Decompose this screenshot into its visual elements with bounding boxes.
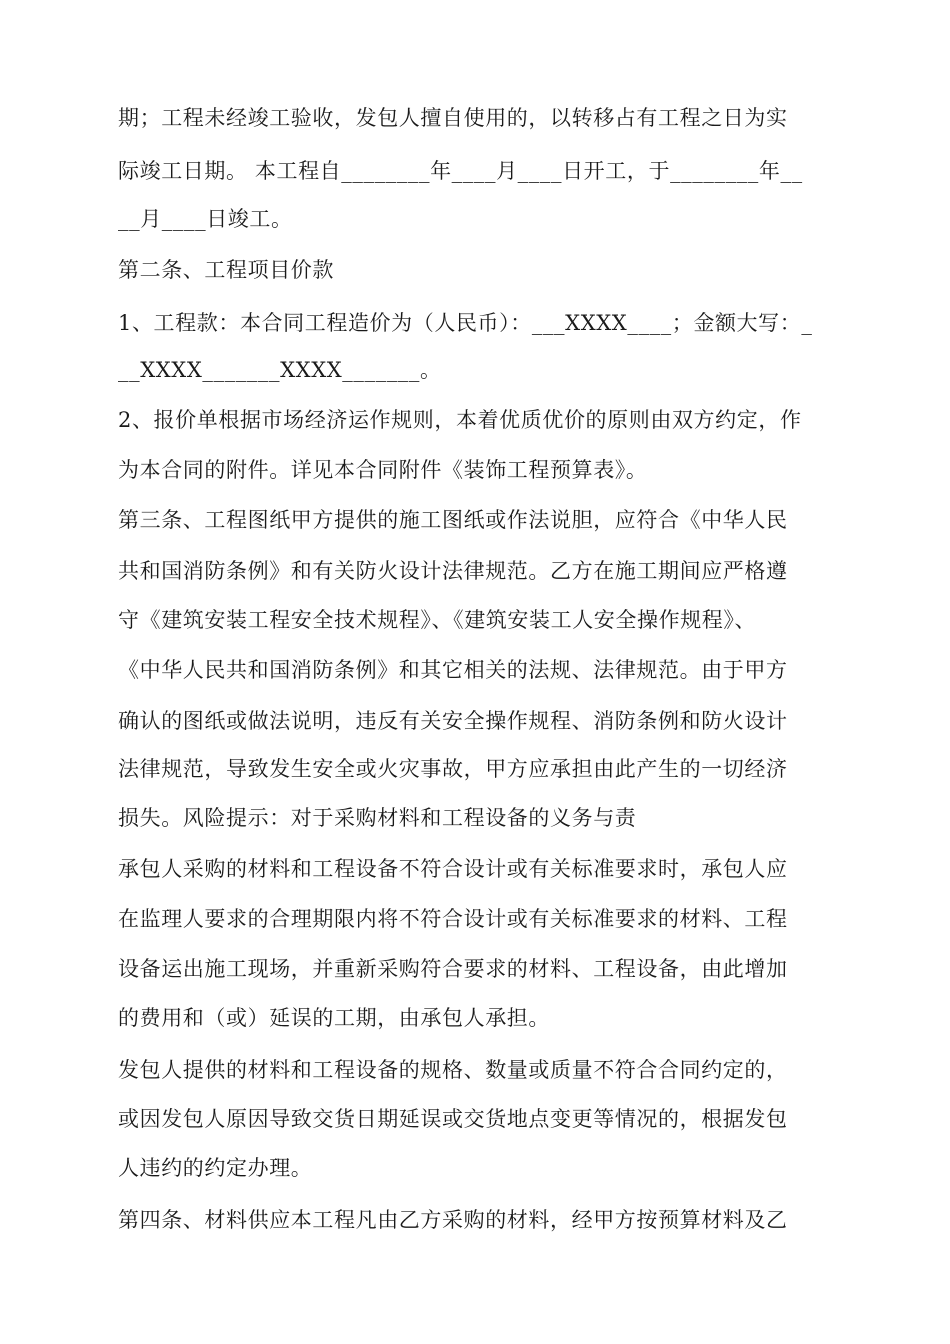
text-line: __月____日竣工。 — [118, 207, 293, 231]
text-line: 损失。风险提示：对于采购材料和工程设备的义务与责 — [118, 806, 637, 830]
text-line: 第三条、工程图纸甲方提供的施工图纸或作法说胆，应符合《中华人民 — [118, 508, 788, 532]
text-line: 设备运出施工现场，并重新采购符合要求的材料、工程设备，由此增加 — [118, 957, 788, 981]
text-line: 在监理人要求的合理期限内将不符合设计或有关标准要求的材料、工程 — [118, 907, 788, 931]
text-line: 人违约的约定办理。 — [118, 1156, 313, 1180]
text-line: 际竣工日期。 本工程自________年____月____日开工，于________年__ — [118, 159, 803, 183]
text-line: 确认的图纸或做法说明，违反有关安全操作规程、消防条例和防火设计 — [118, 709, 788, 733]
text-line: 共和国消防条例》和有关防火设计法律规范。乙方在施工期间应严格遵 — [118, 559, 788, 583]
text-line: 《中华人民共和国消防条例》和其它相关的法规、法律规范。由于甲方 — [118, 658, 788, 682]
text-line: 期；工程未经竣工验收，发包人擅自使用的，以转移占有工程之日为实 — [118, 106, 788, 130]
text-line: __XXXX_______XXXX_______。 — [118, 358, 442, 382]
text-line: 承包人采购的材料和工程设备不符合设计或有关标准要求时，承包人应 — [118, 857, 788, 881]
text-line: 的费用和（或）延误的工期，由承包人承担。 — [118, 1006, 550, 1030]
text-line: 法律规范，导致发生安全或火灾事故，甲方应承担由此产生的一切经济 — [118, 757, 788, 781]
section-heading: 第二条、工程项目价款 — [118, 258, 334, 282]
text-line: 第四条、材料供应本工程凡由乙方采购的材料，经甲方按预算材料及乙 — [118, 1208, 788, 1232]
text-line: 发包人提供的材料和工程设备的规格、数量或质量不符合合同约定的， — [118, 1058, 788, 1082]
text-line: 2、报价单根据市场经济运作规则，本着优质优价的原则由双方约定，作 — [118, 408, 802, 432]
text-line: 或因发包人原因导致交货日期延误或交货地点变更等情况的，根据发包 — [118, 1107, 788, 1131]
text-line: 为本合同的附件。详见本合同附件《装饰工程预算表》。 — [118, 458, 648, 482]
text-line: 1、工程款：本合同工程造价为（人民币）：___XXXX____；金额大写：_ — [118, 311, 813, 335]
text-line: 守《建筑安装工程安全技术规程》、《建筑安装工人安全操作规程》、 — [118, 608, 757, 632]
